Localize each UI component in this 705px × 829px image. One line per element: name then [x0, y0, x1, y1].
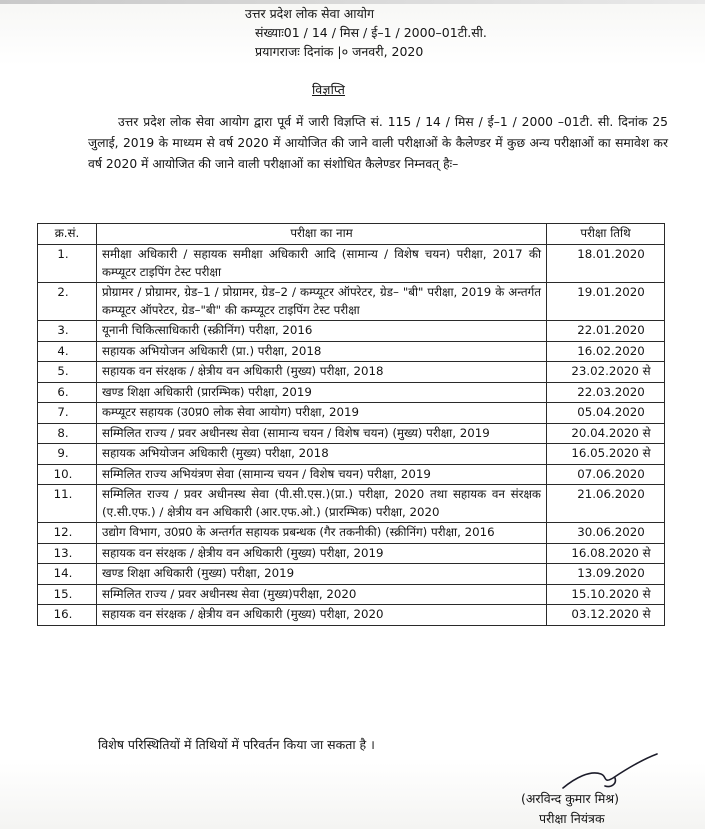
row-serial: 9.: [38, 444, 97, 465]
row-exam-date: 16.08.2020 से: [547, 543, 665, 564]
row-exam-date: 20.04.2020 से: [547, 423, 665, 444]
row-serial: 13.: [38, 543, 97, 564]
row-exam-name: कम्प्यूटर सहायक (उ0प्र0 लोक सेवा आयोग) परीक्षा, 2019: [97, 403, 547, 424]
row-serial: 3.: [38, 321, 97, 342]
table-row: [38, 403, 665, 424]
exam-calendar-table: [37, 223, 665, 626]
row-serial: 1.: [38, 245, 97, 283]
row-serial: 12.: [38, 523, 97, 544]
note-text: विशेष परिस्थितियों में तिथियों में परिवर्तन किया जा सकता है ।: [98, 737, 375, 752]
row-serial: 10.: [38, 464, 97, 485]
row-serial: 6.: [38, 382, 97, 403]
row-serial: 15.: [38, 584, 97, 605]
header-exam-name: परीक्षा का नाम: [97, 224, 547, 245]
row-exam-name: समीक्षा अधिकारी / सहायक समीक्षा अधिकारी आदि (सामान्य / विशेष चयन) परीक्षा, 2017 की कम्प्यूटर टाइपिंग टेस्ट परीक्षा: [97, 245, 547, 283]
row-exam-name: सहायक अभियोजन अधिकारी (प्रा.) परीक्षा, 2018: [97, 341, 547, 362]
header-exam-date: परीक्षा तिथि: [547, 224, 665, 245]
signatory-name: (अरविन्द कुमार मिश्र): [521, 791, 620, 806]
row-exam-date: 05.04.2020: [547, 403, 665, 424]
row-exam-date: 30.06.2020: [547, 523, 665, 544]
row-exam-date: 23.02.2020 से: [547, 362, 665, 383]
table-row: [38, 523, 665, 544]
table-row: [38, 543, 665, 564]
signatory-designation: परीक्षा नियंत्रक: [539, 811, 605, 826]
row-serial: 5.: [38, 362, 97, 383]
table-row: [38, 245, 665, 283]
table-row: [38, 382, 665, 403]
table-row: [38, 464, 665, 485]
row-serial: 4.: [38, 341, 97, 362]
place-date: प्रयागराजः दिनांक |० जनवरी, 2020: [255, 44, 424, 59]
row-serial: 7.: [38, 403, 97, 424]
row-serial: 16.: [38, 605, 97, 626]
table-row: [38, 605, 665, 626]
table-row: [38, 584, 665, 605]
row-exam-name: सम्मिलित राज्य / प्रवर अधीनस्थ सेवा (पी.सी.एस.)(प्रा.) परीक्षा, 2020 तथा सहायक वन संरक्षक (ए.सी.एफ.) / क्षेत्रीय वन अधिकारी (आर.एफ.ओ.) (प्रारम्भिक) परीक्षा, 2020: [97, 485, 547, 523]
row-exam-name: सहायक वन संरक्षक / क्षेत्रीय वन अधिकारी (मुख्य) परीक्षा, 2019: [97, 543, 547, 564]
row-exam-name: सहायक वन संरक्षक / क्षेत्रीय वन अधिकारी (मुख्य) परीक्षा, 2018: [97, 362, 547, 383]
table-row: [38, 283, 665, 321]
organization-name: उत्तर प्रदेश लोक सेवा आयोग: [245, 6, 374, 21]
signatory-block: [521, 789, 619, 829]
row-exam-date: 22.03.2020: [547, 382, 665, 403]
row-exam-name: सम्मिलित राज्य / प्रवर अधीनस्थ सेवा (मुख्य)परीक्षा, 2020: [97, 584, 547, 605]
table-row: [38, 444, 665, 465]
row-exam-name: सहायक वन संरक्षक / क्षेत्रीय वन अधिकारी (मुख्य) परीक्षा, 2020: [97, 605, 547, 626]
row-exam-date: 16.05.2020 से: [547, 444, 665, 465]
row-exam-date: 21.06.2020: [547, 485, 665, 523]
letterhead: [245, 4, 545, 61]
row-serial: 14.: [38, 564, 97, 585]
row-exam-name: खण्ड शिक्षा अधिकारी (मुख्य) परीक्षा, 2019: [97, 564, 547, 585]
exam-calendar-table-wrap: [37, 223, 664, 626]
row-exam-date: 18.01.2020: [547, 245, 665, 283]
row-exam-date: 16.02.2020: [547, 341, 665, 362]
row-exam-name: सम्मिलित राज्य अभियंत्रण सेवा (सामान्य चयन / विशेष चयन) परीक्षा, 2019: [97, 464, 547, 485]
table-row: [38, 362, 665, 383]
reference-number: संख्याः01 / 14 / मिस / ई–1 / 2000–01टी.सी.: [255, 25, 487, 40]
row-exam-name: खण्ड शिक्षा अधिकारी (प्रारम्भिक) परीक्षा, 2019: [97, 382, 547, 403]
row-exam-date: 22.01.2020: [547, 321, 665, 342]
row-exam-date: 03.12.2020 से: [547, 605, 665, 626]
table-row: [38, 485, 665, 523]
row-serial: 8.: [38, 423, 97, 444]
row-exam-name: प्रोग्रामर / प्रोग्रामर, ग्रेड–1 / प्रोग्रामर, ग्रेड–2 / कम्प्यूटर ऑपरेटर, ग्रेड– "बी" परीक्षा, 2019 के अन्तर्गत कम्प्यूटर ऑपरेटर, ग्रेड–"बी" की कम्प्यूटर टाइपिंग टेस्ट परीक्षा: [97, 283, 547, 321]
row-serial: 11.: [38, 485, 97, 523]
row-exam-date: 07.06.2020: [547, 464, 665, 485]
notice-title: विज्ञप्ति: [312, 82, 346, 97]
table-row: [38, 564, 665, 585]
row-exam-name: यूनानी चिकित्साधिकारी (स्क्रीनिंग) परीक्षा, 2016: [97, 321, 547, 342]
row-exam-date: 19.01.2020: [547, 283, 665, 321]
row-exam-date: 15.10.2020 से: [547, 584, 665, 605]
row-exam-name: सम्मिलित राज्य / प्रवर अधीनस्थ सेवा (सामान्य चयन / विशेष चयन) (मुख्य) परीक्षा, 2019: [97, 423, 547, 444]
table-row: [38, 423, 665, 444]
row-exam-name: सहायक अभियोजन अधिकारी (मुख्य) परीक्षा, 2018: [97, 444, 547, 465]
intro-paragraph: उत्तर प्रदेश लोक सेवा आयोग द्वारा पूर्व में जारी विज्ञप्ति सं. 115 / 14 / मिस / ई–1 / 2000 –01टी. सी. दिनांक 25 जुलाई, 2019 के माध्यम से वर्ष 2020 में आयोजित की जाने वाली परीक्षाओं के कैलेण्डर में कुछ अन्य परीक्षाओं का समावेश कर वर्ष 2020 में आयोजित की जाने वाली परीक्षाओं का संशोधित कैलेण्डर निम्नवत् हैः–: [88, 115, 668, 171]
row-serial: 2.: [38, 283, 97, 321]
row-exam-name: उद्योग विभाग, उ0प्र0 के अन्तर्गत सहायक प्रबन्धक (गैर तकनीकी) (स्क्रीनिंग) परीक्षा, 2016: [97, 523, 547, 544]
header-serial: क्र.सं.: [38, 224, 97, 245]
table-row: [38, 341, 665, 362]
table-row: [38, 321, 665, 342]
row-exam-date: 13.09.2020: [547, 564, 665, 585]
table-header-row: [38, 224, 665, 245]
